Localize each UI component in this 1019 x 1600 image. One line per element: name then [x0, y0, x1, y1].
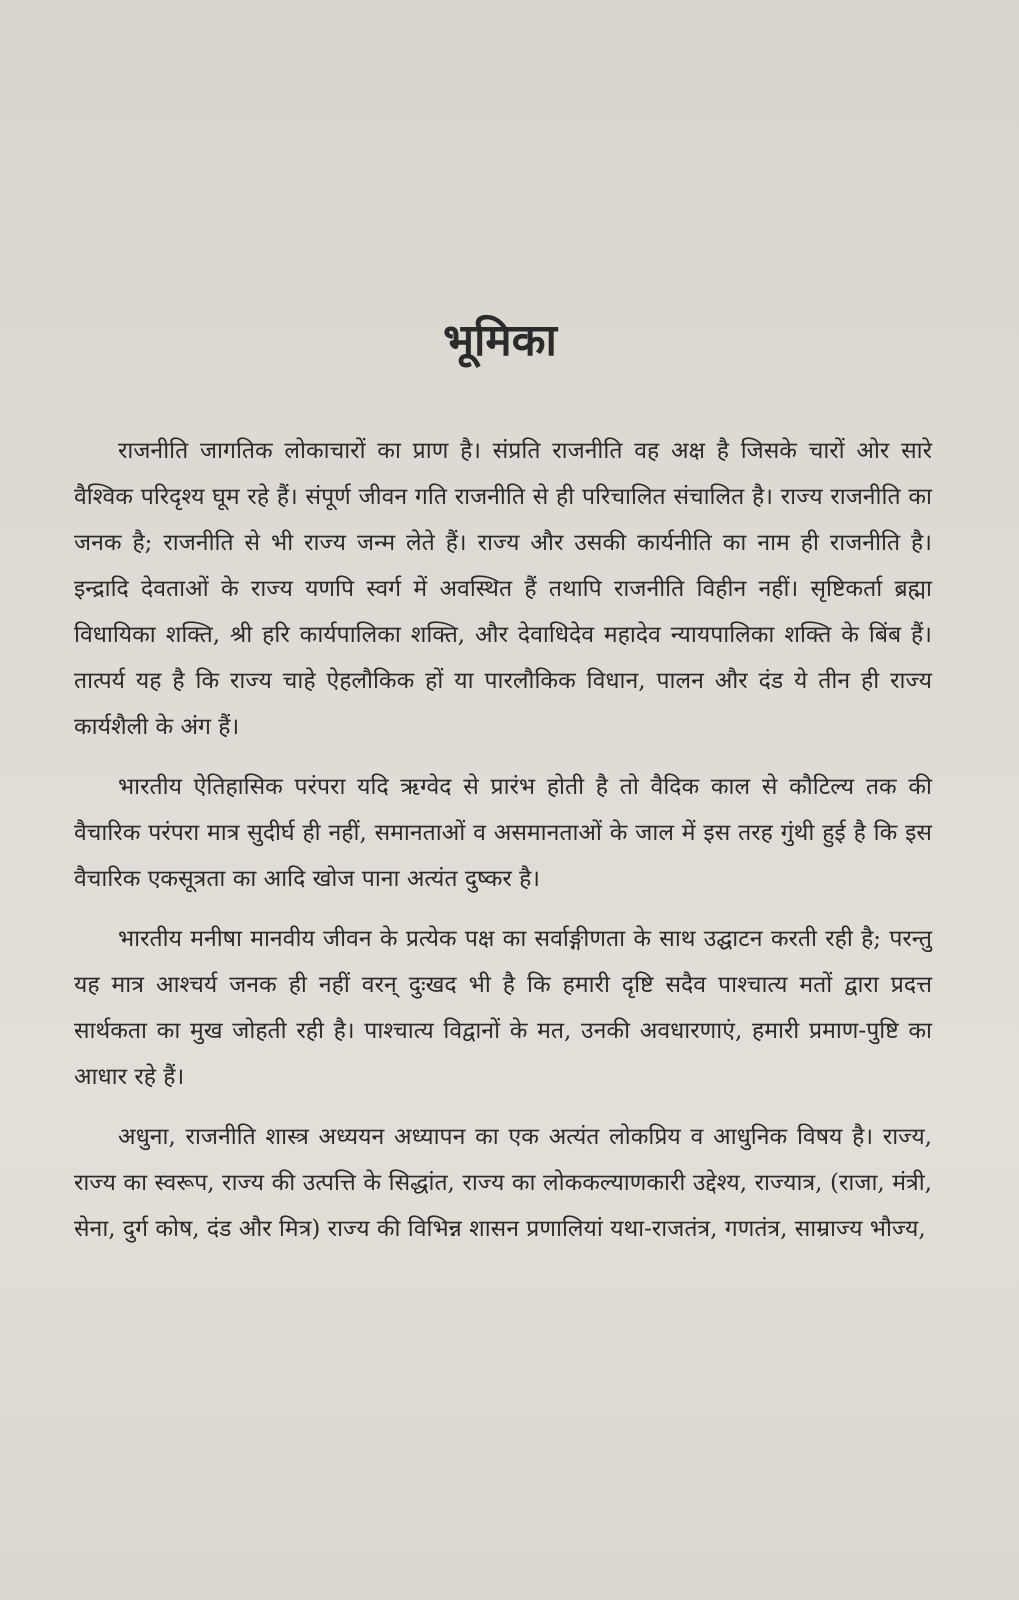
paragraph-3: भारतीय मनीषा मानवीय जीवन के प्रत्येक पक्ष का सर्वाङ्गीणता के साथ उद्घाटन करती रही है; परन्तु यह मात्र आश्चर्य जनक ही नहीं वरन् दुःखद भी है कि हमारी दृष्टि सदैव पाश्चात्य मतों द्वारा प्रदत्त सार्थकता का मुख जोहती रही है। पाश्चात्य विद्वानों के मत, उनकी अवधारणाएं, हमारी प्रमाण-पुष्टि का आधार रहे हैं। — [74, 926, 932, 1090]
paragraph-4: अधुना, राजनीति शास्त्र अध्ययन अध्यापन का एक अत्यंत लोकप्रिय व आधुनिक विषय है। राज्य, राज्य का स्वरूप, राज्य की उत्पत्ति के सिद्धांत, राज्य का लोककल्याणकारी उद्देश्य, राज्यात्र, (राजा, मंत्री, सेना, दुर्ग कोष, दंड और मित्र) राज्य की विभिन्न शासन प्रणालियां यथा-राजतंत्र, गणतंत्र, साम्राज्य भौज्य, — [74, 1124, 932, 1242]
paragraph-1: राजनीति जागतिक लोकाचारों का प्राण है। संप्रति राजनीति वह अक्ष है जिसके चारों ओर सारे वैश्विक परिदृश्य घूम रहे हैं। संपूर्ण जीवन गति राजनीति से ही परिचालित संचालित है। राज्य राजनीति का जनक है; राजनीति से भी राज्य जन्म लेते हैं। राज्य और उसकी कार्यनीति का नाम ही राजनीति है। इन्द्रादि देवताओं के राज्य यणपि स्वर्ग में अवस्थित हैं तथापि राजनीति विहीन नहीं। सृष्टिकर्ता ब्रह्मा विधायिका शक्ति, श्री हरि कार्यपालिका शक्ति, और देवाधिदेव महादेव न्यायपालिका शक्ति के बिंब हैं। तात्पर्य यह है कि राज्य चाहे ऐहलौकिक हों या पारलौकिक विधान, पालन और दंड ये तीन ही राज्य कार्यशैली के अंग हैं। — [74, 438, 932, 740]
paragraph-2: भारतीय ऐतिहासिक परंपरा यदि ऋग्वेद से प्रारंभ होती है तो वैदिक काल से कौटिल्य तक की वैचारिक परंपरा मात्र सुदीर्घ ही नहीं, समानताओं व असमानताओं के जाल में इस तरह गुंथी हुई है कि इस वैचारिक एकसूत्रता का आदि खोज पाना अत्यंत दुष्कर है। — [74, 774, 932, 892]
page-title: भूमिका — [443, 315, 557, 366]
body-text — [74, 428, 932, 1266]
